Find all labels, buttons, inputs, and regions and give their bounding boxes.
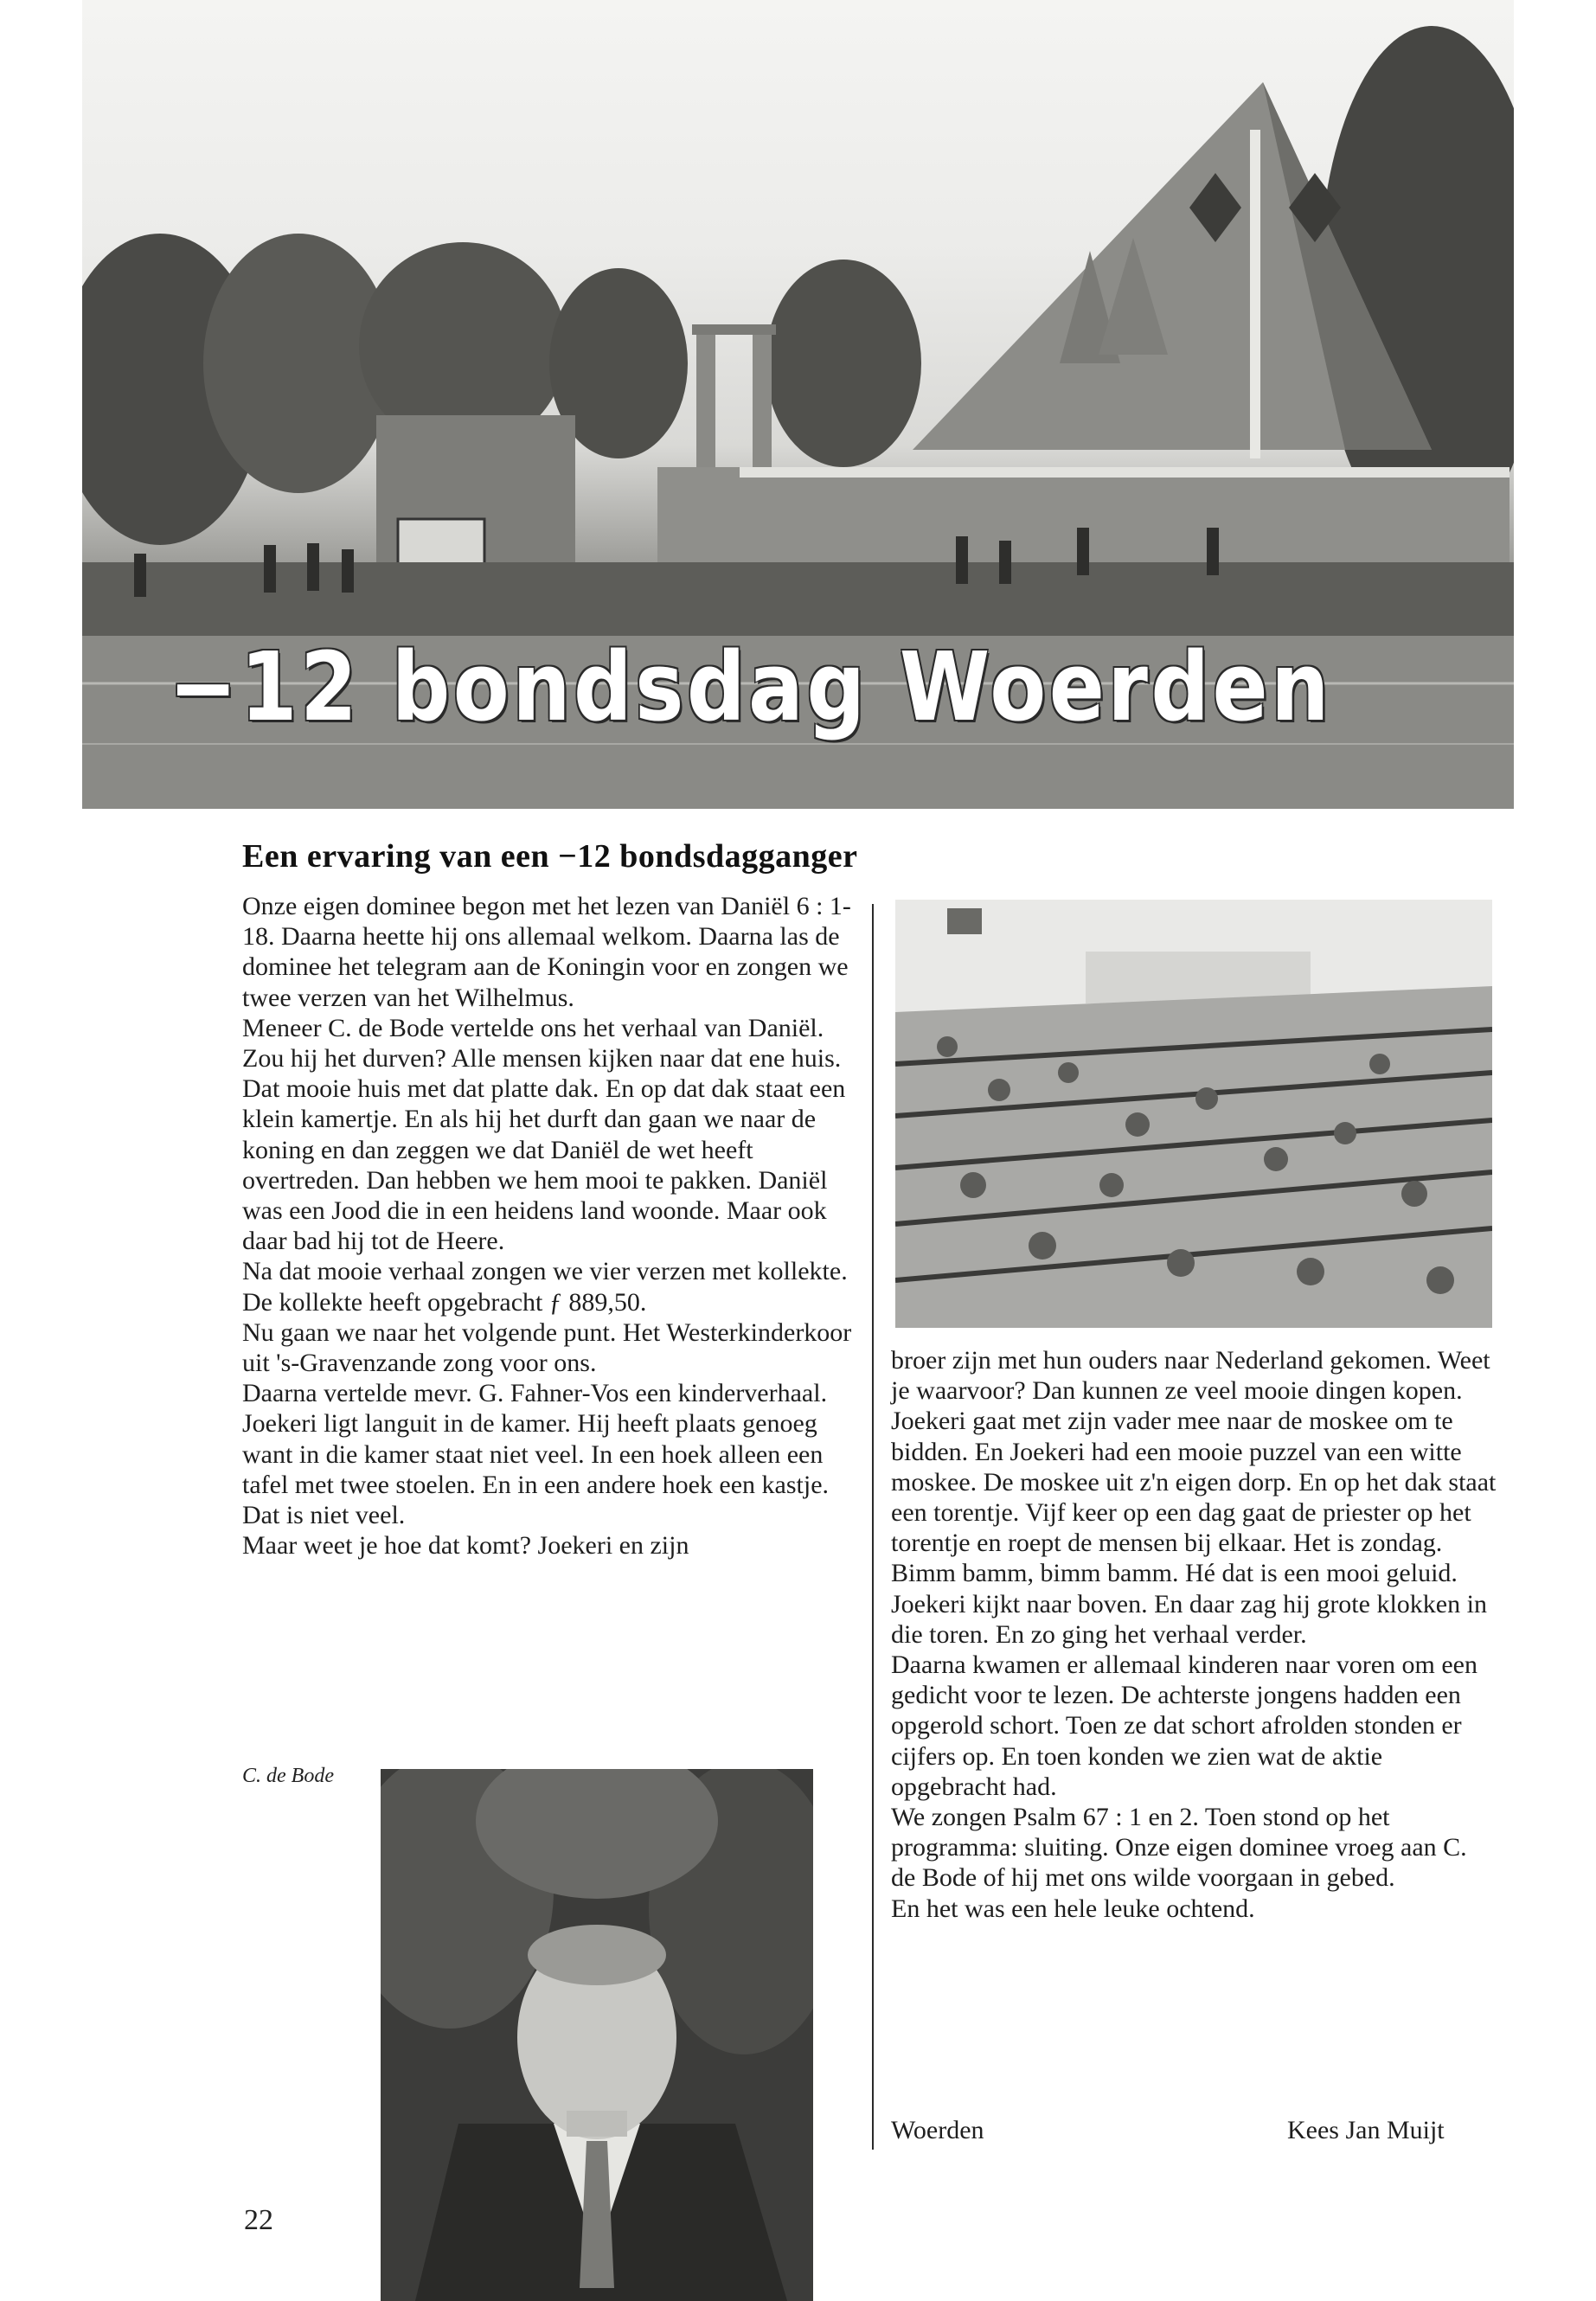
signature-place: Woerden [891, 2116, 984, 2144]
paragraph: Nu gaan we naar het volgende punt. Het Westerkinderkoor uit 's-Gravenzande zong voor ons. [242, 1317, 852, 1378]
portrait-photo [381, 1769, 813, 2301]
paragraph: En het was een hele leuke ochtend. [891, 1894, 1255, 1923]
article-heading: Een ervaring van een −12 bondsdagganger [242, 838, 858, 875]
hero-photo [82, 0, 1514, 809]
column-divider [872, 904, 874, 2150]
right-column [891, 1345, 1497, 1924]
paragraph: Daarna vertelde mevr. G. Fahner-Vos een kinderverhaal. Joekeri ligt languit in de kamer. Hij heeft plaats genoeg want in die kamer staat niet veel. In een hoek alleen een tafel met twee stoelen. En in een andere hoek een kastje. Dat is niet veel. [242, 1379, 830, 1530]
left-column [242, 891, 865, 1561]
paragraph: Daarna kwamen er allemaal kinderen naar voren om een gedicht voor te lezen. De achterste jongens hadden een opgerold schort. Toen ze dat schort afrolden stonden er cijfers op. En toen konden we zien wat de aktie opgebracht had. [891, 1650, 1477, 1801]
paragraph: We zongen Psalm 67 : 1 en 2. Toen stond op het programma: sluiting. Onze eigen dominee vroeg aan C. de Bode of hij met ons wilde voorgaan in gebed. [891, 1803, 1467, 1893]
church-hall-photo [895, 900, 1492, 1328]
banner-title: −12 bondsdag Woerden [169, 631, 1332, 742]
photo-caption: C. de Bode [242, 1765, 334, 1787]
portrait-illustration [381, 1769, 813, 2301]
page-number: 22 [244, 2204, 273, 2236]
paragraph: broer zijn met hun ouders naar Nederland gekomen. Weet je waarvoor? Dan kunnen ze veel mooie dingen kopen. Joekeri gaat met zijn vader mee naar de moskee om te bidden. En Joekeri had een mooie puzzel van een witte moskee. De moskee uit z'n eigen dorp. En op het dak staat een torentje. Vijf keer op een dag gaat de priester op het torentje en roept de mensen bij elkaar. Het is zondag. Bimm bamm, bimm bamm. Hé dat is een mooi geluid. Joekeri kijkt naar boven. En daar zag hij grote klokken in die toren. En zo ging het verhaal verder. [891, 1346, 1497, 1649]
paragraph: Maar weet je hoe dat komt? Joekeri en zijn [242, 1531, 689, 1561]
paragraph: Na dat mooie verhaal zongen we vier verzen met kollekte. De kollekte heeft opgebracht ƒ 889,50. [242, 1257, 848, 1317]
church-hall-illustration [895, 900, 1492, 1328]
paragraph: Onze eigen dominee begon met het lezen van Daniël 6 : 1-18. Daarna heette hij ons allemaal welkom. Daarna las de dominee het telegram aan de Koningin voor en zongen we twee verzen van het Wilhelmus. [242, 892, 851, 1012]
signature-author: Kees Jan Muijt [1287, 2116, 1445, 2144]
paragraph: Meneer C. de Bode vertelde ons het verhaal van Daniël. Zou hij het durven? Alle mensen kijken naar dat ene huis. Dat mooie huis met dat platte dak. En op dat dak staat een klein kamertje. En als hij het durft dan gaan we naar de koning en dan zeggen we dat Daniël de wet heeft overtreden. Dan hebben we hem mooi te pakken. Daniël was een Jood die in een heidens land woonde. Maar ook daar bad hij tot de Heere. [242, 1013, 846, 1256]
